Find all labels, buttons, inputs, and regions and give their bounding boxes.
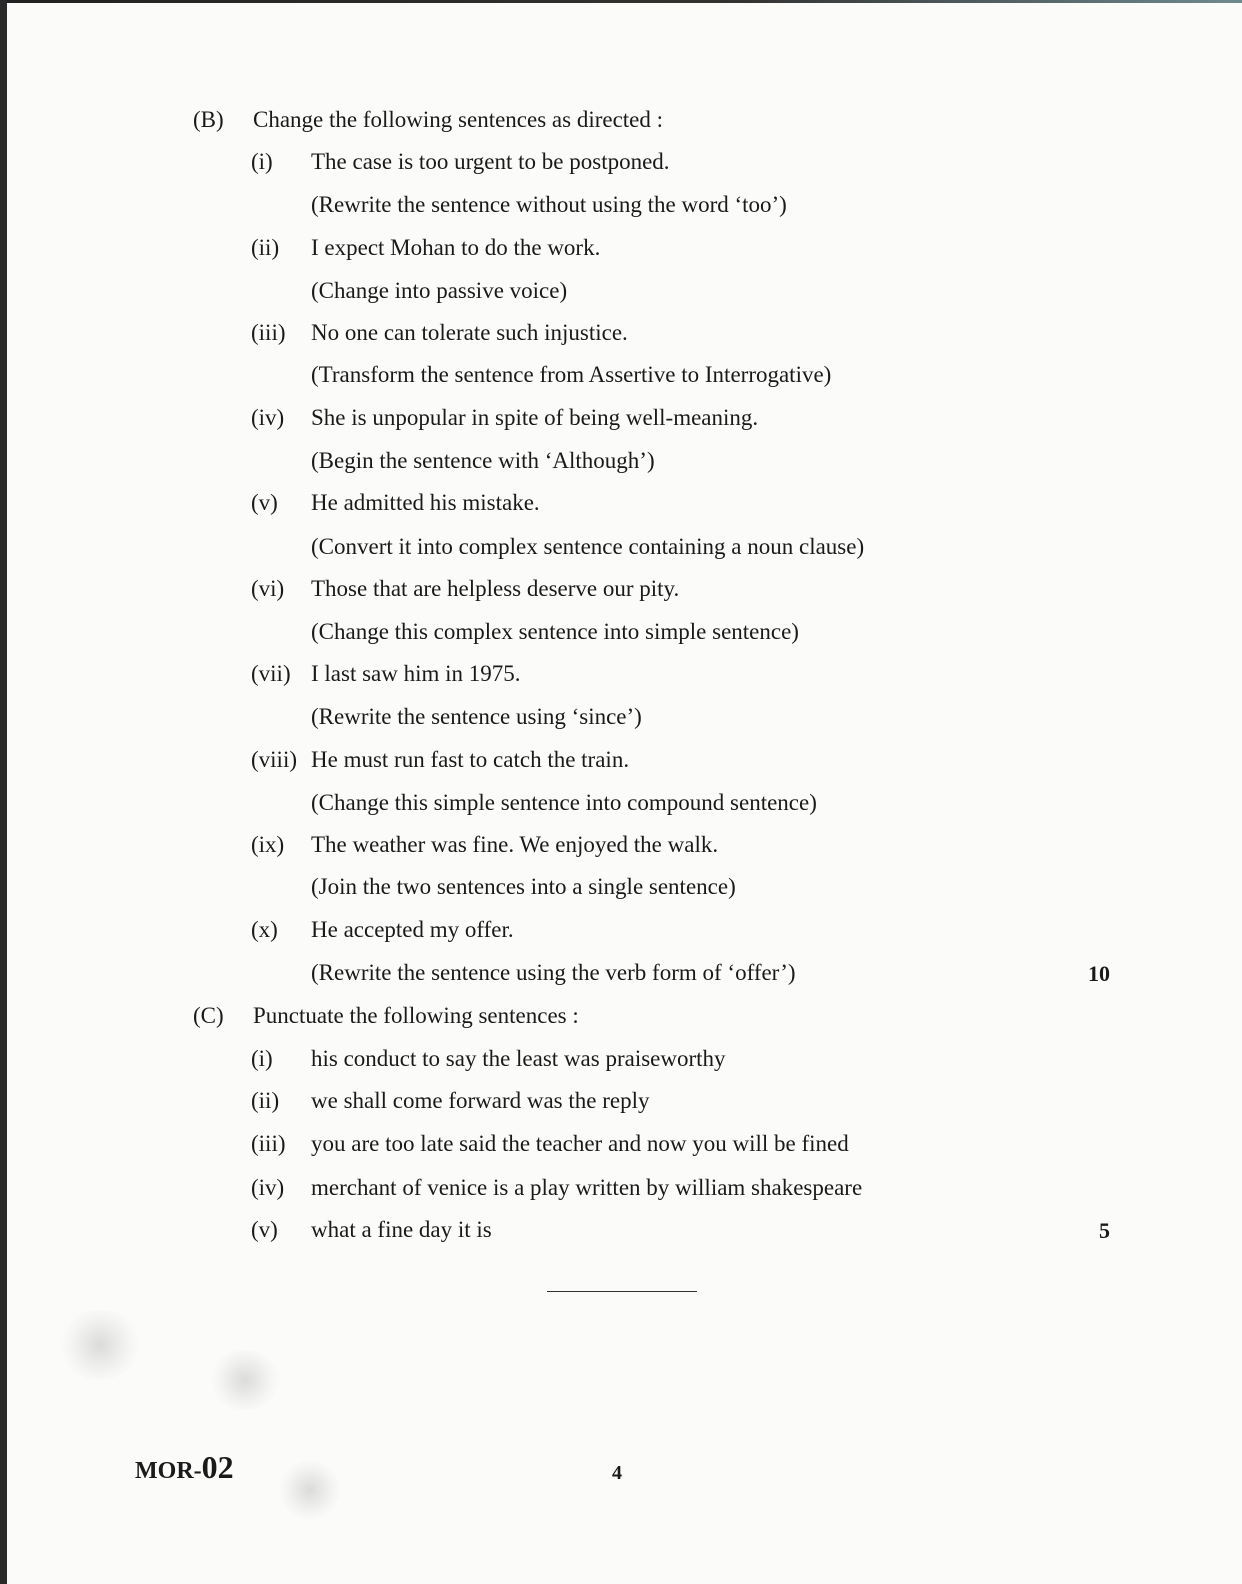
question-sentence: No one can tolerate such injustice. [311,320,628,345]
question-instruction: (Convert it into complex sentence containing a noun clause) [311,534,865,559]
question-instruction: (Change this complex sentence into simple sentence) [311,619,799,644]
question-instruction: (Rewrite the sentence using the verb form of ‘offer’) [311,960,796,985]
question-number: (vi) [251,576,285,601]
section-b-heading: Change the following sentences as directed : [253,107,664,132]
page-top-edge [0,0,1242,3]
question-number: (iii) [251,320,286,345]
question-number: (ii) [251,235,280,260]
question-number: (ii) [251,1088,280,1113]
scan-smudge [210,1350,280,1410]
question-number: (vii) [251,661,291,686]
paper-code-prefix: MOR- [135,1458,202,1484]
question-number: (i) [251,149,273,174]
question-instruction: (Change this simple sentence into compound sentence) [311,790,817,815]
question-instruction: (Transform the sentence from Assertive to Interrogative) [311,362,832,387]
question-instruction: (Change into passive voice) [311,278,568,303]
question-sentence: we shall come forward was the reply [311,1088,650,1113]
question-sentence: merchant of venice is a play written by william shakespeare [311,1175,863,1200]
question-number: (x) [251,917,278,942]
question-sentence: She is unpopular in spite of being well-meaning. [311,405,759,430]
question-instruction: (Join the two sentences into a single sentence) [311,874,736,899]
question-sentence: He admitted his mistake. [311,490,540,515]
scan-smudge [60,1310,140,1380]
section-b-label: (B) [193,107,224,132]
scan-smudge [280,1460,340,1520]
question-sentence: you are too late said the teacher and now you will be fined [311,1131,849,1156]
page-number: 4 [612,1462,622,1484]
question-number: (iv) [251,405,285,430]
question-number: (iv) [251,1175,285,1200]
question-number: (v) [251,490,278,515]
section-c-marks: 5 [1099,1218,1110,1243]
paper-code-number: 02 [201,1449,234,1485]
section-b-marks: 10 [1088,961,1110,986]
question-sentence: The case is too urgent to be postponed. [311,149,670,174]
question-number: (v) [251,1217,278,1242]
section-c-heading: Punctuate the following sentences : [253,1003,579,1028]
scan-left-edge [0,0,7,1584]
question-instruction: (Begin the sentence with ‘Although’) [311,448,655,473]
question-sentence: what a fine day it is [311,1217,492,1242]
section-c-label: (C) [193,1003,224,1028]
question-sentence: He accepted my offer. [311,917,514,942]
question-sentence: The weather was fine. We enjoyed the walk. [311,832,719,857]
end-of-questions-rule [547,1291,697,1292]
question-sentence: his conduct to say the least was praiseworthy [311,1046,726,1071]
question-number: (i) [251,1046,273,1071]
question-instruction: (Rewrite the sentence using ‘since’) [311,704,642,729]
paper-code [135,1449,234,1486]
question-instruction: (Rewrite the sentence without using the word ‘too’) [311,192,787,217]
question-number: (iii) [251,1131,286,1156]
question-sentence: I last saw him in 1975. [311,661,521,686]
question-sentence: Those that are helpless deserve our pity. [311,576,680,601]
question-sentence: I expect Mohan to do the work. [311,235,601,260]
question-number: (viii) [251,747,297,772]
question-number: (ix) [251,832,285,857]
question-sentence: He must run fast to catch the train. [311,747,630,772]
